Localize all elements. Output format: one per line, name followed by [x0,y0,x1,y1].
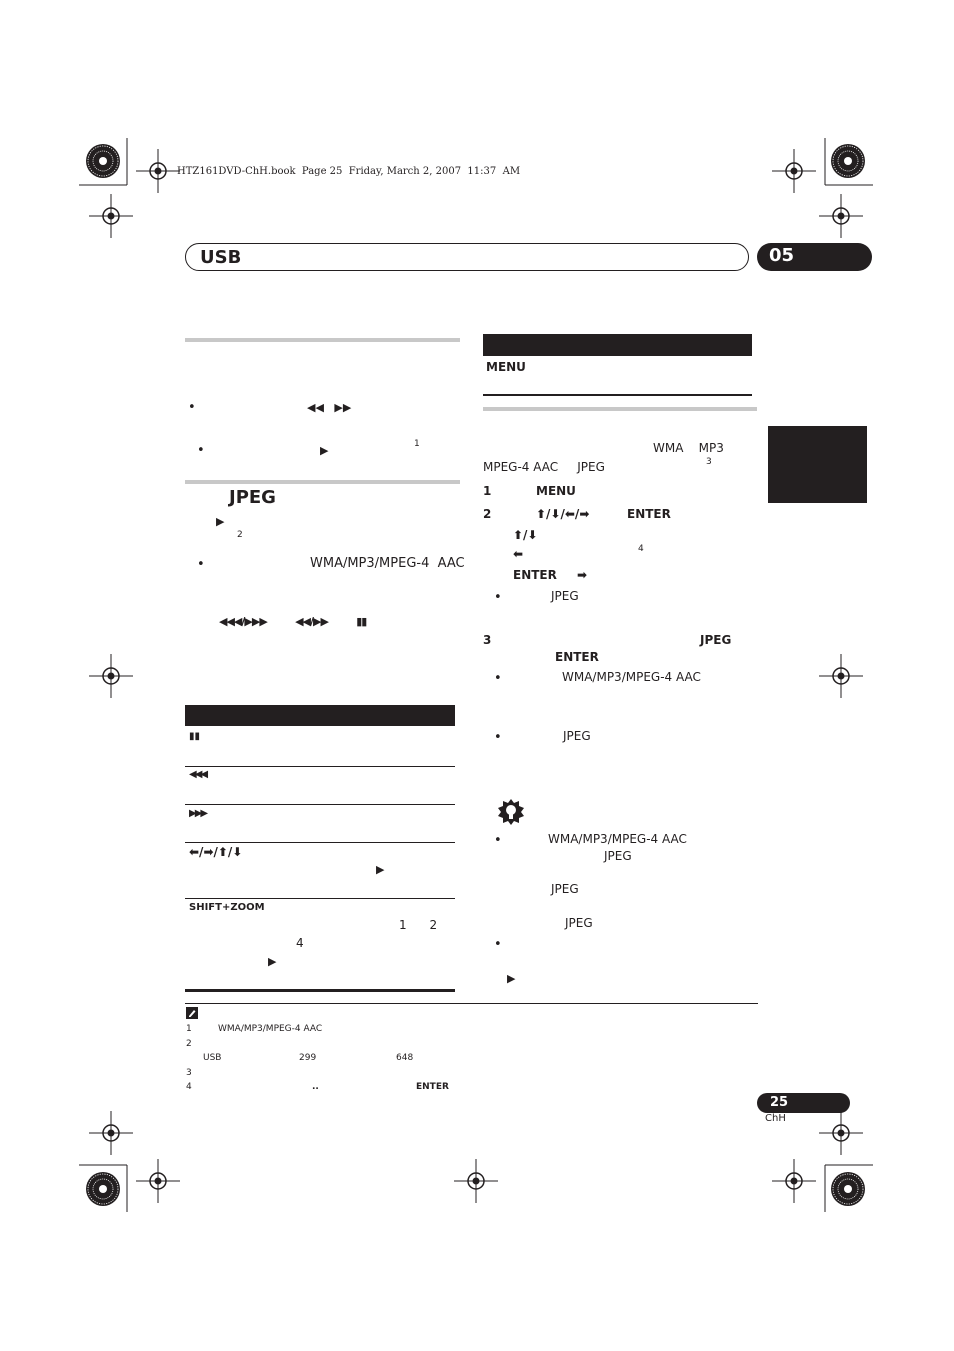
section-header-bar [185,243,749,271]
format-wma-mp3: WMA MP3 [653,441,724,455]
step-2-arrow-keys: ⬆/⬇/⬅/➡ [536,507,590,521]
footnote-4-dots: .. [312,1082,319,1092]
bullet-jpeg-2-text: JPEG [563,729,591,743]
footnote-2-value-b: 648 [396,1053,414,1063]
bullet-wma-text: WMA/MP3/MPEG-4 AAC [562,670,701,684]
bullet-2: • [197,443,205,458]
section-rule-3 [483,407,757,411]
table-divider [185,804,455,805]
shift-zoom-key: SHIFT+ZOOM [189,902,265,913]
chapter-number: 05 [769,245,795,266]
step-3-jpeg: JPEG [700,633,732,647]
jpeg-section-title: JPEG [229,487,276,508]
footnote-ref-1: 1 [414,439,420,449]
next-key: ▶▶▶ [189,808,207,819]
bullet-jpeg-text: JPEG [551,589,579,603]
footnote-2-value-a: 299 [299,1053,317,1063]
zoom-level-four: 4 [296,936,304,950]
footnote-3-number: 3 [186,1068,192,1078]
footnote-rule [185,1003,758,1004]
play-symbol: ▶ [320,444,329,457]
step-2-up-down: ⬆/⬇ [513,528,538,542]
step-2-right: ➡ [577,568,588,582]
footnote-ref-4: 4 [638,544,644,554]
pause-key: ▮▮ [189,731,201,742]
footnote-2-usb: USB [203,1053,222,1063]
step-2-left: ⬅ [513,547,524,561]
play-symbol-2: ▶ [216,515,225,528]
tip-jpeg-3: JPEG [565,916,593,930]
step-3-enter-key: ENTER [555,650,599,664]
tip-jpeg-1: JPEG [604,849,632,863]
footnote-ref-2: 2 [237,530,243,540]
footnote-1-number: 1 [186,1024,192,1034]
bullet-3: • [197,557,205,572]
menu-table-header [483,334,752,356]
step-2-enter-key: ENTER [627,507,671,521]
step-1-number: 1 [483,484,492,498]
table-divider [185,842,455,843]
language-side-tab [768,426,867,503]
footnote-1-text: WMA/MP3/MPEG-4 AAC [218,1024,323,1034]
step-2-enter-sub: ENTER [513,568,557,582]
step-3-number: 3 [483,633,492,647]
menu-key: MENU [486,360,526,374]
footnote-2-number: 2 [186,1039,192,1049]
table-bottom-rule [185,989,455,992]
file-stamp: HTZ161DVD-ChH.book Page 25 Friday, March 2, 2007 11:37 AM [177,166,521,177]
footnote-ref-3: 3 [706,457,712,467]
controls-table-header [185,705,455,726]
tip-bullet-1: • [494,833,502,848]
rewind-forward-symbols: ◀◀ ▶▶ [307,401,352,414]
zoom-levels: 1 2 [399,918,438,932]
playback-controls-line: ◀◀◀/▶▶▶ ◀◀/▶▶ ▮▮ [219,615,367,628]
section-rule-2 [185,480,460,484]
tip-lightbulb-icon [497,798,525,826]
prev-key: ◀◀◀ [189,769,207,780]
tip-wma-text: WMA/MP3/MPEG-4 AAC [548,832,687,846]
zoom-play-symbol: ▶ [268,955,277,968]
footnote-4-number: 4 [186,1082,192,1092]
bullet-jpeg-2: • [494,730,502,745]
footnote-4-enter: ENTER [416,1082,449,1092]
bullet-1: • [188,400,196,415]
table-divider [185,898,455,899]
section-rule-1 [185,338,460,342]
bullet-wma: • [494,671,502,686]
page-number: 25 [770,1095,789,1110]
note-pencil-icon [186,1007,198,1019]
format-aac-jpeg: MPEG-4 AAC JPEG [483,460,605,474]
bullet-jpeg: • [494,590,502,605]
format-list: WMA/MP3/MPEG-4 AAC [310,556,465,571]
step-1-menu-key: MENU [536,484,576,498]
tip-bullet-2: • [494,937,502,952]
page-language: ChH [765,1113,786,1124]
menu-table-bottom [483,394,752,396]
arrow-keys: ⬅/➡/⬆/⬇ [189,845,243,859]
tip-jpeg-2: JPEG [551,882,579,896]
step-2-number: 2 [483,507,492,521]
section-title: USB [200,247,242,268]
arrow-keys-play-note: ▶ [376,863,385,876]
tip-play-symbol: ▶ [507,972,516,985]
table-divider [185,766,455,767]
